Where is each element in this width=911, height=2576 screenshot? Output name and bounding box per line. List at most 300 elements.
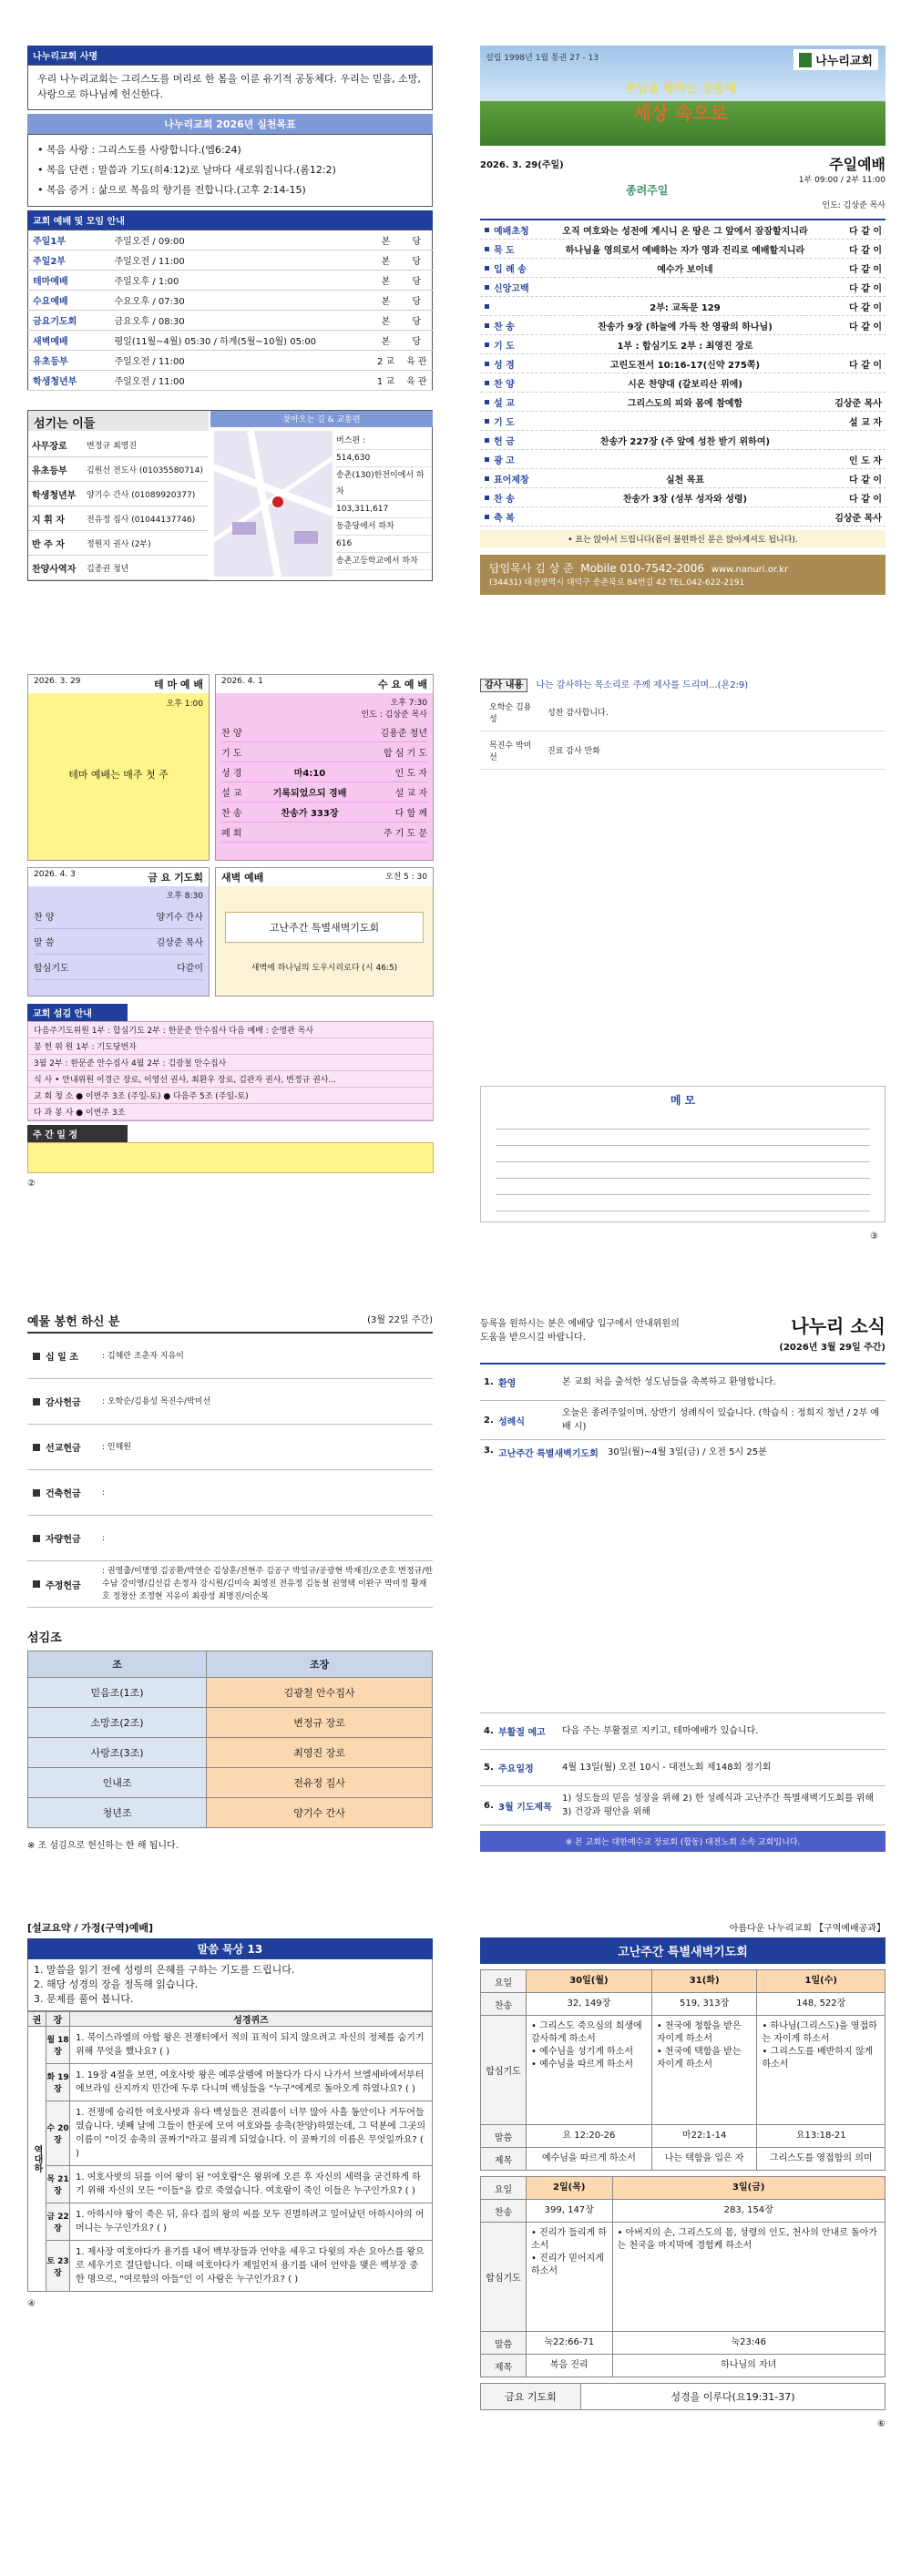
qt-row (28, 2166, 433, 2203)
mission-text: 우리 나누리교회는 그리스도를 머리로 한 몸을 이룬 유기적 공동체다. 우리는 믿음, 소망, 사랑으로 하나님께 헌신한다. (27, 65, 433, 110)
worship-cell: 본 (371, 331, 402, 351)
schedule-row (481, 2148, 885, 2171)
offer-row (27, 1425, 433, 1470)
order-content: 예수가 보이네 (657, 264, 713, 275)
fri-leader: 양기수 간사 (156, 913, 203, 923)
order-row (480, 393, 885, 412)
schedule-cell: 그리스도를 영접함의 의미 (757, 2148, 885, 2171)
offer-type: 감사헌금 (46, 1398, 81, 1408)
news-title: 나누리 소식 (791, 1315, 885, 1337)
order-item: 찬 송 (494, 494, 515, 505)
order-content: 1부 : 합심기도 2부 : 최영진 장로 (617, 341, 753, 352)
goal-title: 나누리교회 2026년 실천목표 (27, 114, 433, 134)
fri-label: 금요 기도회 (481, 2384, 581, 2410)
serve-line: 다 과 봉 사 ● 이번주 3조 (28, 1104, 433, 1120)
theme-time: 오후 1:00 (166, 700, 203, 709)
news-text: 1) 성도들의 믿음 성장을 위해 2) 한 성례식과 고난주간 특별새벽기도회를 위해 3) 건강과 평안을 위해 (562, 1794, 875, 1817)
page-number: ⑥ (877, 2419, 885, 2429)
fri-text: 성경을 이루다(요19:31-37) (581, 2384, 885, 2410)
order-leader: 다 같 이 (849, 475, 882, 486)
order-item: 예배초청 (494, 226, 529, 237)
qt-question: 1. 여호사밧의 뒤를 이어 왕이 된 "여호람"은 왕위에 오른 후 자신의 세력을 굳건하게 하기 위해 자신의 모든 "이들"을 칼로 죽였습니다. 여호람이 죽인 이들은 누구인가요? ( ) (70, 2166, 433, 2203)
wed-item: 기 도 (221, 749, 242, 759)
order-bullet-icon (485, 228, 489, 232)
wed-item: 찬 송 (221, 809, 242, 819)
order-note: • 표는 앉아서 드립니다(몸이 불편하신 분은 앉아계셔도 됩니다). (480, 530, 885, 547)
worship-cell: 금요오후 / 08:30 (110, 311, 371, 331)
fri-row (34, 929, 203, 955)
worship-cell: 당 (402, 331, 433, 351)
schedule-cell: 요 12:20-26 (527, 2125, 652, 2148)
worship-cell: 유초등부 (28, 351, 110, 371)
qt-row (28, 2241, 433, 2292)
order-content: 찬송가 3장 (성부 성자와 성령) (622, 494, 748, 505)
schedule-row (481, 1970, 885, 1993)
wed-date: 2026. 4. 1 (221, 677, 263, 686)
order-item: 기 도 (494, 341, 515, 352)
order-bullet-icon (485, 285, 489, 290)
qt-header: [설교요약 / 가정(구역)예배] (27, 1922, 154, 1934)
group-title: 섬김조 (27, 1631, 62, 1645)
memo-line (496, 1179, 870, 1195)
servant-role: 지 휘 자 (32, 515, 65, 526)
qt-title: 말씀 묵상 13 (27, 1938, 433, 1959)
worship-cell: 주일1부 (28, 230, 110, 250)
offer-row (27, 1561, 433, 1608)
worship-cell: 본 (371, 271, 402, 291)
schedule-row (481, 1993, 885, 2016)
qt-book: 역대하 (28, 2027, 46, 2292)
order-content: 찬송가 227장 (주 앞에 성찬 받기 위하여) (599, 436, 771, 447)
news-text: 오늘은 종려주일이며, 상반기 성례식이 있습니다. (학습식 : 정희지 청년 / 2부 예배 시) (562, 1408, 880, 1432)
qt-intro: 2. 해당 성경의 장을 정독해 읽습니다. (34, 1978, 199, 1990)
map-info-line: 동춘당에서 하차 (336, 518, 431, 536)
order-leader: 다 같 이 (849, 264, 882, 275)
news-footer: ※ 본 교회는 대한예수교 장로회 (합동) 대전노회 소속 교회입니다. (480, 1831, 885, 1852)
group-leader: 김광철 안수집사 (207, 1678, 433, 1708)
offering-row (480, 693, 885, 731)
offer-type: 건축헌금 (46, 1489, 81, 1499)
group-name: 인내조 (28, 1768, 207, 1798)
group-row (28, 1768, 433, 1798)
group-row (28, 1708, 433, 1738)
worship-cell: 당 (402, 311, 433, 331)
schedule-cell: • 천국에 청함을 받은 자이게 하소서 • 천국에 택함을 받는 자이게 하소서 (651, 2016, 757, 2125)
qt-day: 금 22장 (46, 2203, 70, 2241)
order-item: 신앙고백 (494, 283, 529, 294)
worship-cell: 본 (371, 291, 402, 311)
offer-row (27, 1379, 433, 1425)
serve-line: 봉 헌 위 원 1부 : 기도당번자 (28, 1038, 433, 1055)
week-plan-box (27, 1142, 434, 1173)
offering-panel (480, 674, 885, 770)
memo-line (496, 1146, 870, 1162)
order-bullet-icon (485, 362, 489, 366)
qt-col-header: 장 (46, 2012, 70, 2027)
worship-cell: 본 (371, 311, 402, 331)
servant-row (28, 482, 209, 506)
worship-cell: 당 (402, 291, 433, 311)
news-label: 3월 기도제목 (498, 1802, 552, 1813)
order-item: 광 고 (494, 455, 515, 466)
qt-day: 화 19장 (46, 2064, 70, 2101)
qt-question: 1. 아하시야 왕이 죽은 뒤, 유다 집의 왕의 씨를 모두 진멸하려고 일어났던 아하시야의 어머니는 누구인가요? ( ) (70, 2203, 433, 2241)
schedule-cell: • 아버지의 손, 그리스도의 몸, 성령의 인도, 천사의 안내로 돌아가는 천국을 마지막에 경험케 하소서 (612, 2223, 885, 2332)
memo-line (496, 1113, 870, 1130)
schedule-row (481, 2125, 885, 2148)
map-info-line: 송촌고등학교에서 하차 (336, 553, 431, 570)
wed-lead: 인도 : 김상준 목사 (361, 710, 427, 720)
order-bullet-icon (485, 323, 489, 328)
group-col-header: 조장 (207, 1651, 433, 1678)
wed-leader: 다 함 께 (394, 809, 427, 819)
order-item: 성 경 (494, 360, 515, 371)
order-row (480, 278, 885, 297)
schedule-cell: 2일(목) (527, 2177, 613, 2200)
offering-giver: 목진수 박미선 (489, 741, 532, 762)
contact-footer (480, 555, 885, 595)
worship-cell: 수요예배 (28, 291, 110, 311)
worship-cell: 금요기도회 (28, 311, 110, 331)
news-text: 4월 13일(월) 오전 10시 - 대전노회 제148회 정기회 (562, 1763, 772, 1773)
header-top: 설립 1998년 1월 통권 27 - 13 (486, 54, 599, 63)
wed-leader: 설 교 자 (394, 789, 427, 799)
servant-name: 김종권 청년 (87, 564, 129, 574)
wed-title: 수 요 예 배 (378, 679, 427, 690)
fri-item: 합심기도 (34, 964, 69, 974)
church-website[interactable]: www.nanuri.or.kr (711, 565, 789, 575)
worship-cell: 수요오후 / 07:30 (110, 291, 371, 311)
dawn-verse: 새벽에 하나님의 도우시리로다 (시 46:5) (251, 964, 398, 973)
goal-item: • 복음 단련 : 말씀과 기도(히4:12)로 날마다 새로워집니다.(롬12:2) (37, 164, 336, 176)
offer-names: : 김혜란 조춘자 지유이 (102, 1351, 184, 1361)
qt-question: 1. 제사장 여호야다가 용기를 내어 백부장들과 언약을 세우고 다윗의 자손 요아스를 왕으로 세우기로 결단합니다. 이때 여호야다가 제일먼저 용기를 내어 언약을 맺은 백부장 중 한 명으로, "여로함의 아들"인 이 사람은 누구인가요? ( ) (70, 2241, 433, 2292)
worship-cell: 주일오전 / 11:00 (110, 371, 371, 391)
worship-row (28, 331, 433, 351)
offer-bullet-icon (33, 1580, 40, 1588)
order-bullet-icon (485, 476, 489, 481)
order-row (480, 220, 885, 240)
goal-item: • 복음 증거 : 삶으로 복음의 향기를 전합니다.(고후 2:14-15) (37, 184, 306, 196)
order-content: 2부: 교독문 129 (650, 302, 721, 313)
wed-item: 성 경 (221, 769, 242, 779)
wed-leader: 합 심 기 도 (383, 749, 427, 759)
worship-row (28, 230, 433, 250)
news-item (480, 1365, 885, 1401)
news-label: 환영 (498, 1379, 517, 1389)
church-logo (793, 49, 878, 70)
worship-cell: 당 (402, 271, 433, 291)
schedule-cell: 32, 149장 (527, 1993, 652, 2016)
order-content: 찬송가 9장 (하늘에 가득 찬 영광의 하나님) (598, 322, 773, 332)
order-content: 그리스도의 피와 몸에 참예함 (627, 398, 743, 409)
order-content: 시온 찬양대 (갈보리산 위에) (628, 379, 742, 390)
servant-role: 학생청년부 (32, 490, 77, 501)
qt-day: 목 21장 (46, 2166, 70, 2203)
offer-record-panel (27, 1312, 433, 1851)
wed-item: 폐 회 (221, 829, 242, 839)
offer-row (27, 1334, 433, 1379)
offer-bullet-icon (33, 1535, 40, 1542)
servant-role: 사무장로 (32, 441, 67, 452)
group-col-header: 조 (28, 1651, 207, 1678)
schedule-label: 제목 (481, 2148, 527, 2171)
theme-worship-box (27, 674, 210, 861)
worship-cell: 2 교 (371, 351, 402, 371)
memo-panel (480, 1086, 885, 1222)
order-bullet-icon (485, 266, 489, 271)
offer-type: 자량헌금 (46, 1535, 81, 1545)
schedule-cell: 눅23:46 (612, 2332, 885, 2355)
theme-title: 테 마 예 배 (154, 679, 203, 690)
pastor-name: 담임목사 김 상 준 (489, 562, 574, 575)
order-row (480, 259, 885, 278)
wed-row (221, 823, 427, 843)
schedule-cell: 마22:1-14 (651, 2125, 757, 2148)
dawn-body: 고난주간 특별새벽기도회 (225, 912, 424, 943)
group-leader: 양기수 간사 (207, 1798, 433, 1828)
serve-line: 식 사 • 안내위원 이경근 장로, 이영선 권사, 최환우 장로, 김관자 권사, 변정규 권사... (28, 1071, 433, 1088)
worship-row (28, 250, 433, 271)
banner-line2: 세상 속으로 (633, 102, 728, 124)
group-leader: 변정규 장로 (207, 1708, 433, 1738)
worship-cell: 본 (371, 250, 402, 271)
page-number: ② (27, 1179, 36, 1189)
order-row (480, 469, 885, 488)
group-leader: 전유정 집사 (207, 1768, 433, 1798)
order-leader: 인 도 자 (849, 455, 882, 466)
news-label: 주요일정 (498, 1764, 534, 1774)
page-number: ③ (870, 1232, 878, 1242)
order-item: 찬 송 (494, 322, 515, 332)
fri-row (34, 904, 203, 929)
order-row (480, 450, 885, 469)
wed-item: 찬 양 (221, 729, 242, 739)
fri-date: 2026. 4. 3 (34, 870, 76, 879)
cover-banner (480, 46, 885, 146)
offer-bullet-icon (33, 1489, 40, 1497)
servant-row (28, 556, 209, 580)
worship-cell: 본 (371, 230, 402, 250)
worship-cell: 학생청년부 (28, 371, 110, 391)
offer-names: : 권영출/이명영 김공환/박연순 김상훈/전현주 김공구 박일규/공광현 박재진/오준호 변정규/한수남 강미영/김선갑 손정자 강시원/김미숙 최영진 전유정 김동철 권영택 이완구 박미정 황재호 정창산 조정현 지유이 최광성 최명진/이순복 (102, 1567, 433, 1601)
dawn-schedule-title: 고난주간 특별새벽기도회 (480, 1937, 885, 1964)
schedule-cell: 519, 313장 (651, 1993, 757, 2016)
worship-row (28, 291, 433, 311)
order-leader: 다 같 이 (849, 302, 882, 313)
news-text: 본 교회 처음 출석한 성도님들을 축복하고 환영합니다. (562, 1377, 776, 1387)
group-row (28, 1738, 433, 1768)
group-leader: 최영진 장로 (207, 1738, 433, 1768)
map-info-line: 103,311,617 (336, 501, 431, 518)
dawn-time: 오전 5 : 30 (384, 873, 427, 882)
wed-leader: 주 기 도 문 (383, 829, 427, 839)
schedule-row (481, 2200, 885, 2223)
order-bullet-icon (485, 304, 489, 309)
order-content: 실천 목표 (665, 475, 705, 486)
order-bullet-icon (485, 515, 489, 519)
order-list (480, 219, 885, 526)
offer-bullet-icon (33, 1444, 40, 1451)
news-text: 30일(월)~4월 3일(금) / 오전 5시 25분 (608, 1447, 767, 1457)
schedule-row (481, 2016, 885, 2125)
service-time: 1부 09:00 / 2부 11:00 (798, 176, 885, 185)
news-number: 2. (484, 1415, 494, 1426)
order-leader: 다 같 이 (849, 360, 882, 371)
wed-content: 기록되었으되 경배 (272, 789, 347, 799)
qt-question: 1. 19장 4절을 보면, 여호사밧 왕은 예루살렘에 머물다가 다시 나가서 브엘세바에서부터 에브라임 산지까지 민간에 두루 다니며 백성들을 "누구"에게로 돌아오게 하였나요? ( ) (70, 2064, 433, 2101)
bulletin-cover (480, 46, 885, 595)
qt-day: 토 23장 (46, 2241, 70, 2292)
offer-bullet-icon (33, 1353, 40, 1360)
fri-item: 찬 양 (34, 913, 55, 923)
fri-prayer-table (480, 2383, 885, 2410)
servants-title: 섬기는 이들 (28, 411, 209, 431)
schedule-cell: 31(화) (651, 1970, 757, 1993)
wed-worship-box (215, 674, 434, 861)
news-item (480, 1440, 885, 1713)
order-row (480, 297, 885, 316)
worship-cell: 주일2부 (28, 250, 110, 271)
servant-row (28, 457, 209, 482)
order-item: 축 복 (494, 513, 515, 524)
order-row (480, 431, 885, 450)
week-plan-title: 주 간 일 정 (27, 1125, 128, 1142)
serve-line: 교 회 청 소 ● 이번주 3조 (주일-토) ● 다음주 5조 (주일-토) (28, 1088, 433, 1104)
offer-type: 십 일 조 (46, 1353, 78, 1363)
schedule-label: 찬송 (481, 2200, 527, 2223)
order-item: 찬 양 (494, 379, 515, 390)
church-logo-icon (799, 53, 812, 67)
schedule-cell: 30일(월) (527, 1970, 652, 1993)
worship-cell: 주일오전 / 11:00 (110, 351, 371, 371)
offer-type: 선교헌금 (46, 1444, 81, 1454)
wed-time: 오후 7:30 (390, 699, 427, 708)
schedule-label: 요일 (481, 1970, 527, 1993)
order-row (480, 354, 885, 373)
qt-table (27, 2011, 433, 2292)
order-item: 입 례 송 (494, 264, 527, 275)
order-bullet-icon (485, 400, 489, 404)
schedule-label: 제목 (481, 2355, 527, 2377)
offering-row (480, 731, 885, 770)
preacher-label: 인도: 김상준 목사 (822, 201, 885, 210)
offer-names: : 오학순/김용성 목진수/박미선 (102, 1396, 211, 1406)
offer-names: : (102, 1487, 106, 1498)
offer-row (27, 1516, 433, 1561)
dawn-worship-box (215, 867, 434, 997)
memo-line (496, 1162, 870, 1179)
worship-table (27, 230, 433, 391)
worship-cell: 당 (402, 250, 433, 271)
news-item (480, 1750, 885, 1786)
offer-names: : (102, 1533, 106, 1543)
order-row (480, 412, 885, 431)
news-number: 3. (484, 1446, 494, 1456)
dawn-schedule-header: 아름다운 나누리교회 【구역예배공과】 (729, 1924, 885, 1934)
schedule-cell: 283, 154장 (612, 2200, 885, 2223)
wed-row (221, 722, 427, 742)
order-bullet-icon (485, 496, 489, 500)
wed-leader: 김용준 청년 (380, 729, 427, 739)
order-leader: 설 교 자 (849, 417, 882, 428)
offer-row (27, 1470, 433, 1516)
fri-leader: 김상준 목사 (156, 938, 203, 948)
offering-title: 감사 내용 (480, 679, 527, 692)
order-leader: 다 같 이 (849, 322, 882, 332)
order-bullet-icon (485, 419, 489, 424)
group-row (28, 1798, 433, 1828)
banner-line1: 주님을 향하는 공동체 (624, 82, 737, 96)
order-item: 표어제창 (494, 475, 529, 486)
news-item (480, 1713, 885, 1750)
servant-role: 반 주 자 (32, 539, 65, 550)
servant-row (28, 531, 209, 556)
worship-cell: 1 교 (371, 371, 402, 391)
offer-record-week: (3월 22일 주간) (367, 1315, 433, 1325)
order-bullet-icon (485, 438, 489, 443)
order-item: 기 도 (494, 417, 515, 428)
qt-panel (27, 1920, 433, 2309)
map (214, 431, 333, 577)
servant-role: 찬양사역자 (32, 564, 77, 575)
news-text: 다음 주는 부활절로 지키고, 테마예배가 있습니다. (562, 1726, 759, 1736)
schedule-cell: 예수님을 따르게 하소서 (527, 2148, 652, 2171)
offer-names: : 인해원 (102, 1442, 131, 1452)
order-row (480, 335, 885, 354)
qt-col-header: 성경퀴즈 (70, 2012, 433, 2027)
news-label: 고난주간 특별새벽기도회 (498, 1449, 599, 1459)
wed-content: 마4:10 (293, 769, 326, 779)
order-content: 오직 여호와는 성전에 계시니 온 땅은 그 앞에서 잠잠할지니라 (562, 226, 808, 237)
news-item (480, 1401, 885, 1440)
wed-row (221, 802, 427, 823)
order-bullet-icon (485, 457, 489, 462)
wed-content: 찬송가 333장 (281, 809, 339, 819)
servant-name: 정원지 권사 (2부) (87, 539, 151, 549)
qt-day: 수 20장 (46, 2101, 70, 2166)
theme-body: 테마 예배는 매주 첫 주 (68, 769, 169, 781)
worship-cell: 평일(11월~4월) 05:30 / 하계(5월~10월) 05:00 (110, 331, 371, 351)
fri-time: 오후 8:30 (166, 892, 203, 901)
servant-name: 김원선 전도사 (01035580714) (87, 465, 203, 475)
schedule-cell: 눅22:66-71 (527, 2332, 613, 2355)
worship-title: 교회 예배 및 모임 안내 (27, 210, 433, 230)
schedule-row (481, 2177, 885, 2200)
group-name: 소망조(2조) (28, 1708, 207, 1738)
worship-row (28, 351, 433, 371)
news-number: 1. (484, 1377, 494, 1387)
worship-cell: 주일오전 / 09:00 (110, 230, 371, 250)
worship-cell: 육 관 (402, 371, 433, 391)
news-item (480, 1786, 885, 1825)
service-title: 주일예배 (829, 156, 885, 173)
news-label: 부활절 예고 (498, 1728, 546, 1738)
servant-name: 양기수 간사 (01089920377) (87, 490, 196, 500)
theme-date: 2026. 3. 29 (34, 677, 81, 686)
qt-intro: 3. 문제를 풀어 봅니다. (34, 1993, 134, 2005)
worship-cell: 육 관 (402, 351, 433, 371)
qt-day: 월 18장 (46, 2027, 70, 2064)
servant-row (28, 433, 209, 457)
dawn-schedule-panel (480, 1920, 885, 2429)
goal-list (27, 134, 433, 207)
qt-intro: 1. 말씀을 읽기 전에 성령의 은혜를 구하는 기도를 드립니다. (34, 1964, 295, 1976)
page-number: ④ (27, 2299, 36, 2309)
wed-item: 설 교 (221, 789, 242, 799)
offering-verse: 나는 감사하는 목소리로 주께 제사를 드리며...(욘2:9) (536, 680, 749, 690)
serve-line: 3월 2부 : 한문준 안수집사 4월 2부 : 김광철 안수집사 (28, 1055, 433, 1071)
